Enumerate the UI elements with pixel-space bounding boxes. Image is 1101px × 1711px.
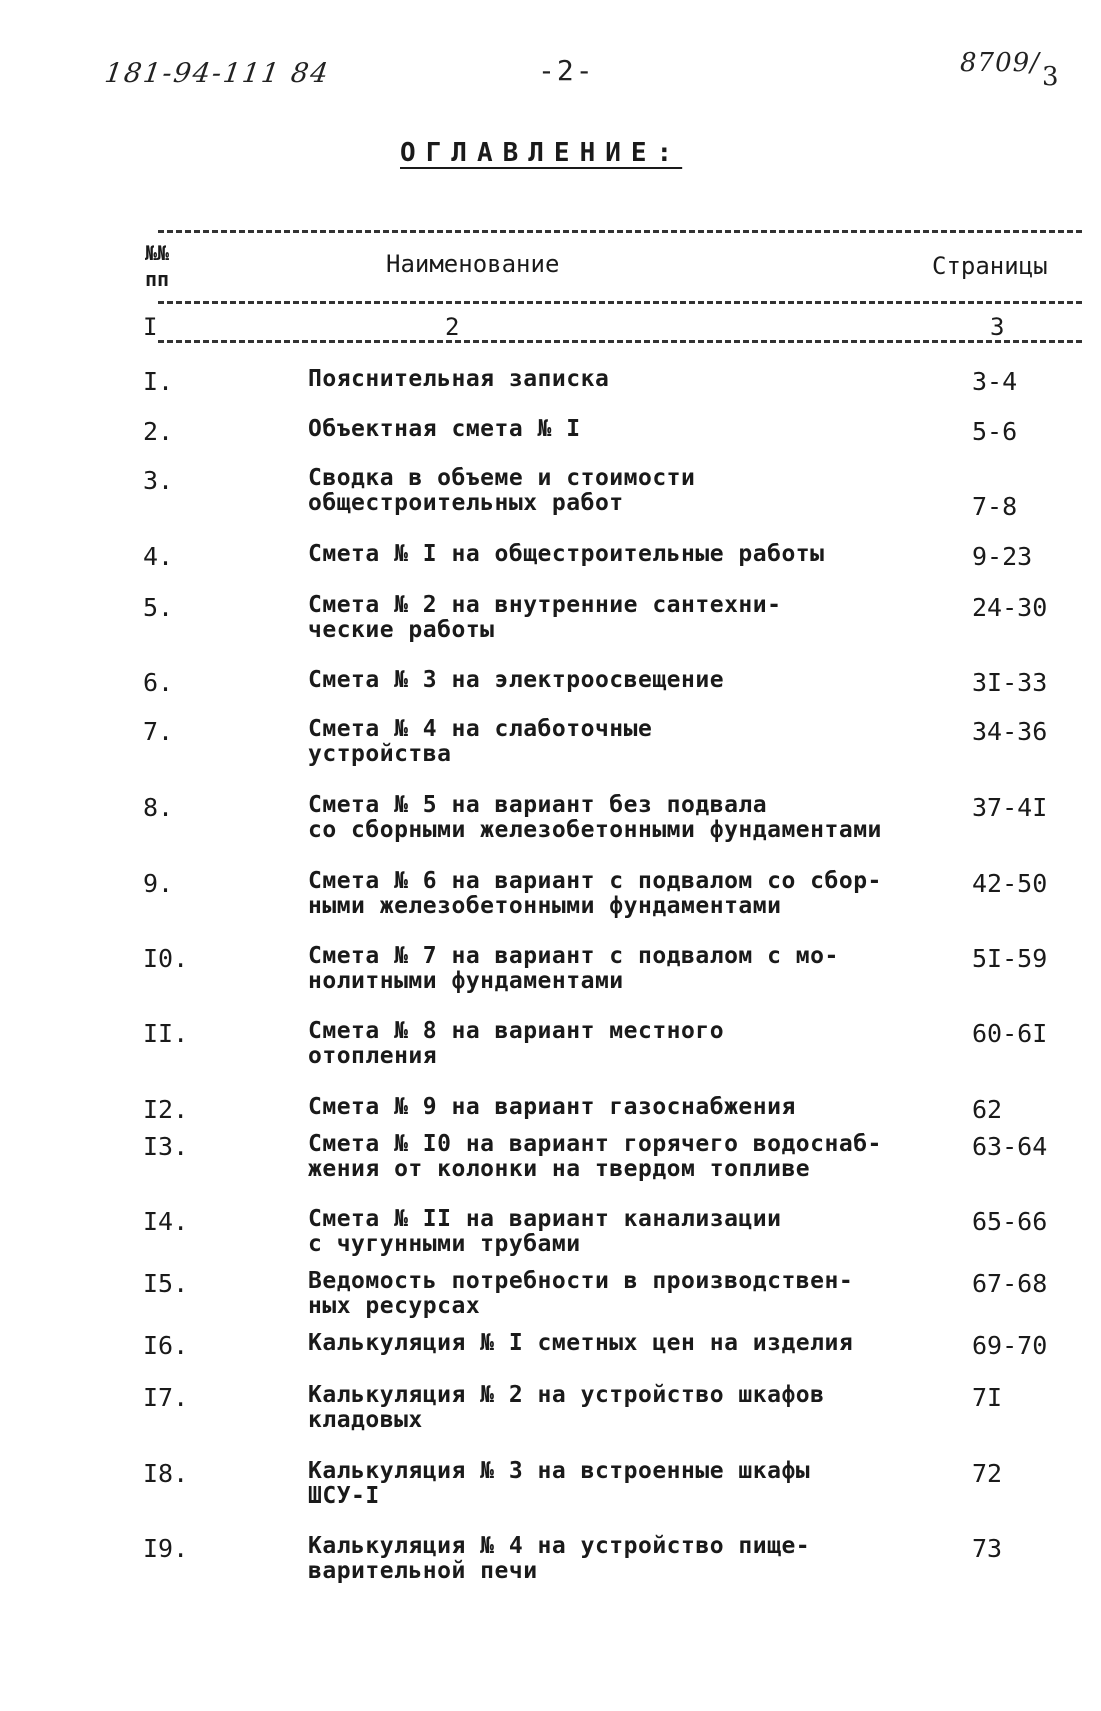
toc-row-name: Смета № 2 на внутренние сантехни- ческие работы — [308, 592, 782, 643]
toc-row-number: I0. — [143, 944, 189, 973]
toc-row-pages: 60-6I — [972, 1019, 1048, 1048]
toc-row-name: Смета № II на вариант канализации с чугунными трубами — [308, 1206, 782, 1257]
table-rule-colnums — [158, 340, 1082, 343]
toc-row-name: Пояснительная записка — [308, 366, 610, 392]
toc-row-pages: 9-23 — [972, 542, 1033, 571]
toc-row-pages: 73 — [972, 1534, 1003, 1563]
table-rule-top — [158, 230, 1082, 233]
toc-row-number: 2. — [143, 417, 174, 446]
toc-row-name: Ведомость потребности в производствен- ных ресурсах — [308, 1268, 854, 1319]
toc-row-pages: 3-4 — [972, 367, 1018, 396]
toc-row-pages: 5I-59 — [972, 944, 1048, 973]
toc-row-number: I4. — [143, 1207, 189, 1236]
column-header-name: Наименование — [386, 250, 560, 278]
column-number-3: 3 — [990, 313, 1005, 341]
toc-row-number: I6. — [143, 1331, 189, 1360]
column-number-1: I — [143, 313, 158, 341]
toc-row-number: I3. — [143, 1132, 189, 1161]
column-header-number: №№ пп — [145, 241, 170, 291]
table-rule-header — [158, 301, 1082, 304]
toc-row-number: 7. — [143, 717, 174, 746]
toc-row-number: 9. — [143, 869, 174, 898]
sheet-code-sub: 3 — [1041, 62, 1060, 92]
toc-row-name: Сводка в объеме и стоимости общестроительных работ — [308, 465, 696, 516]
toc-row-pages: 67-68 — [972, 1269, 1048, 1298]
toc-row-name: Смета № I на общестроительные работы — [308, 541, 825, 567]
toc-row-pages: 42-50 — [972, 869, 1048, 898]
toc-row-number: I. — [143, 367, 174, 396]
column-header-pages: Страницы — [932, 252, 1048, 280]
toc-row-number: I2. — [143, 1095, 189, 1124]
page-number: -2- — [538, 54, 595, 87]
document-code: 181-94-111 84 — [102, 58, 332, 89]
column-number-2: 2 — [445, 313, 460, 341]
toc-row-name: Калькуляция № I сметных цен на изделия — [308, 1330, 854, 1356]
toc-row-number: II. — [143, 1019, 189, 1048]
toc-row-pages: 7I — [972, 1383, 1003, 1412]
sheet-code-main: 8709/ — [960, 48, 1040, 78]
toc-row-pages: 62 — [972, 1095, 1003, 1124]
toc-row-name: Смета № 6 на вариант с подвалом со сбор- ными железобетонными фундаментами — [308, 868, 882, 919]
toc-row-pages: 72 — [972, 1459, 1003, 1488]
toc-row-pages: 24-30 — [972, 593, 1048, 622]
toc-row-pages: 3I-33 — [972, 668, 1048, 697]
toc-row-number: I9. — [143, 1534, 189, 1563]
toc-row-number: I5. — [143, 1269, 189, 1298]
toc-row-name: Смета № 7 на вариант с подвалом с мо- нолитными фундаментами — [308, 943, 839, 994]
toc-row-number: I8. — [143, 1459, 189, 1488]
toc-row-pages: 7-8 — [972, 492, 1018, 521]
toc-row-number: 5. — [143, 593, 174, 622]
toc-row-name: Смета № 5 на вариант без подвала со сборными железобетонными фундаментами — [308, 792, 882, 843]
toc-row-name: Объектная смета № I — [308, 416, 581, 442]
toc-row-name: Смета № 4 на слаботочные устройства — [308, 716, 653, 767]
toc-row-pages: 34-36 — [972, 717, 1048, 746]
toc-row-number: 3. — [143, 466, 174, 495]
toc-row-name: Смета № 3 на электроосвещение — [308, 667, 725, 693]
toc-row-name: Калькуляция № 2 на устройство шкафов кладовых — [308, 1382, 825, 1433]
toc-row-pages: 69-70 — [972, 1331, 1048, 1360]
toc-row-name: Смета № 8 на вариант местного отопления — [308, 1018, 725, 1069]
toc-row-pages: 65-66 — [972, 1207, 1048, 1236]
toc-row-pages: 37-4I — [972, 793, 1048, 822]
toc-row-pages: 63-64 — [972, 1132, 1048, 1161]
sheet-code — [960, 48, 1060, 92]
toc-row-number: I7. — [143, 1383, 189, 1412]
toc-row-name: Смета № 9 на вариант газоснабжения — [308, 1094, 796, 1120]
toc-row-number: 6. — [143, 668, 174, 697]
toc-row-pages: 5-6 — [972, 417, 1018, 446]
page-title: ОГЛАВЛЕНИЕ: — [400, 138, 683, 168]
toc-row-number: 4. — [143, 542, 174, 571]
toc-row-name: Смета № I0 на вариант горячего водоснаб- жения от колонки на твердом топливе — [308, 1131, 882, 1182]
toc-row-name: Калькуляция № 4 на устройство пище- варительной печи — [308, 1533, 811, 1584]
toc-row-number: 8. — [143, 793, 174, 822]
toc-row-name: Калькуляция № 3 на встроенные шкафы ШСУ-I — [308, 1458, 811, 1509]
